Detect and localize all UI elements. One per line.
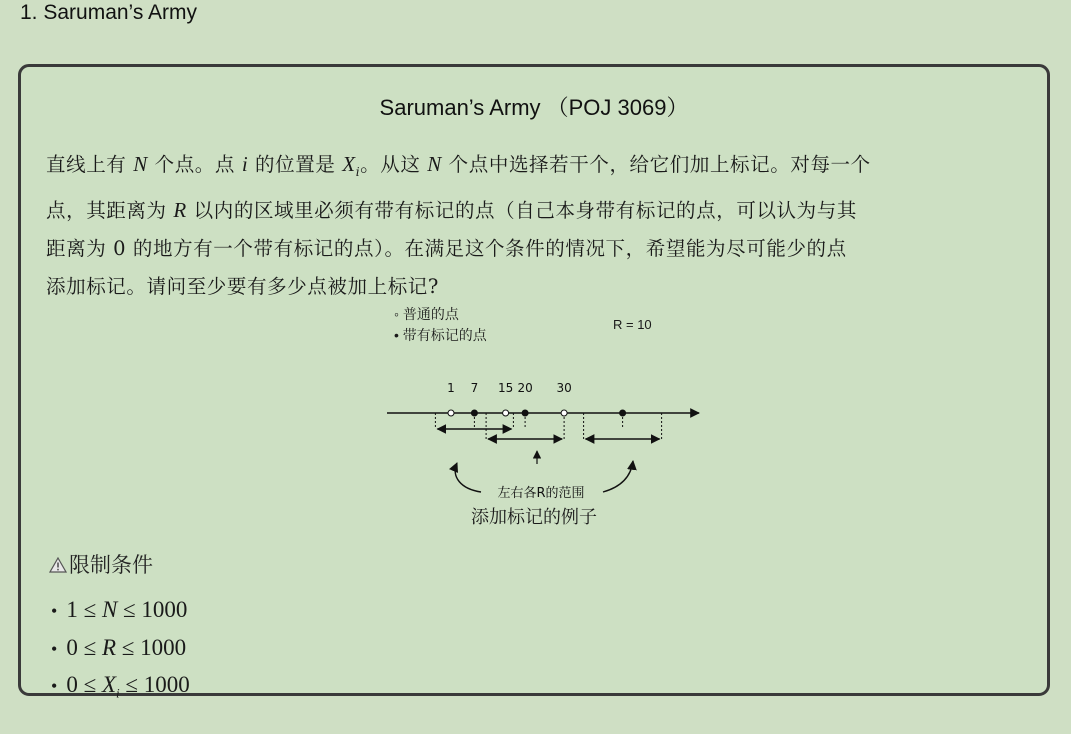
statement-line-2: 点，其距离为 R 以内的区域里必须有带有标记的点（自己本身带有标记的点，可以认为与其: [46, 197, 857, 222]
r-value-label: R = 10: [613, 317, 652, 332]
constraint-item: • 1 ≤ N ≤ 1000: [51, 595, 190, 633]
range-note: 左右各R的范围: [497, 486, 585, 501]
legend-row-unmarked: ◦ 普通的点: [394, 306, 459, 322]
constraint-item: • 0 ≤ R ≤ 1000: [51, 633, 190, 671]
statement-line-1: 直线上有 N 个点。点 i 的位置是 $X_i$。从这 N 个点中选择若干个，给它们加上标记。对每一个: [46, 152, 871, 179]
constraints-list: [51, 595, 190, 708]
tick-label: 15: [497, 381, 514, 395]
range-curve-right: [603, 461, 633, 492]
tick-label: 7: [470, 381, 479, 395]
constraints-heading: 限制条件: [49, 549, 153, 579]
constraint-item: • $0 \le X_i \le 1000$: [51, 670, 190, 708]
tick-label: 30: [556, 381, 572, 395]
section-heading: 1. Saruman’s Army: [20, 1, 198, 24]
figure-caption: 添加标记的例子: [471, 507, 597, 527]
tick-label: 20: [517, 381, 533, 395]
hollow-dot-icon: ◦: [394, 306, 403, 322]
marked-point: [522, 410, 528, 416]
tick-label: 1: [447, 381, 455, 395]
warning-icon: [49, 557, 67, 573]
problem-statement: [46, 145, 1041, 306]
unmarked-point: [503, 410, 509, 416]
unmarked-point: [561, 410, 567, 416]
range-curve-left: [455, 463, 481, 492]
filled-dot-icon: •: [394, 327, 403, 343]
example-diagram: [381, 377, 731, 502]
legend-row-marked: • 带有标记的点: [394, 327, 487, 343]
statement-line-4: 添加标记。请问至少要有多少点被加上标记?: [46, 274, 439, 298]
marked-point: [620, 410, 626, 416]
problem-title: Saruman’s Army （POJ 3069）: [379, 95, 689, 120]
statement-line-3: 距离为 0 的地方有一个带有标记的点）。在满足这个条件的情况下，希望能为尽可能少的点: [46, 236, 847, 260]
tick-labels: [447, 381, 572, 395]
unmarked-point: [448, 410, 454, 416]
problem-box: [18, 64, 1050, 701]
range-brackets: [435, 413, 661, 439]
figure-legend: [394, 304, 487, 346]
marked-point: [471, 410, 477, 416]
